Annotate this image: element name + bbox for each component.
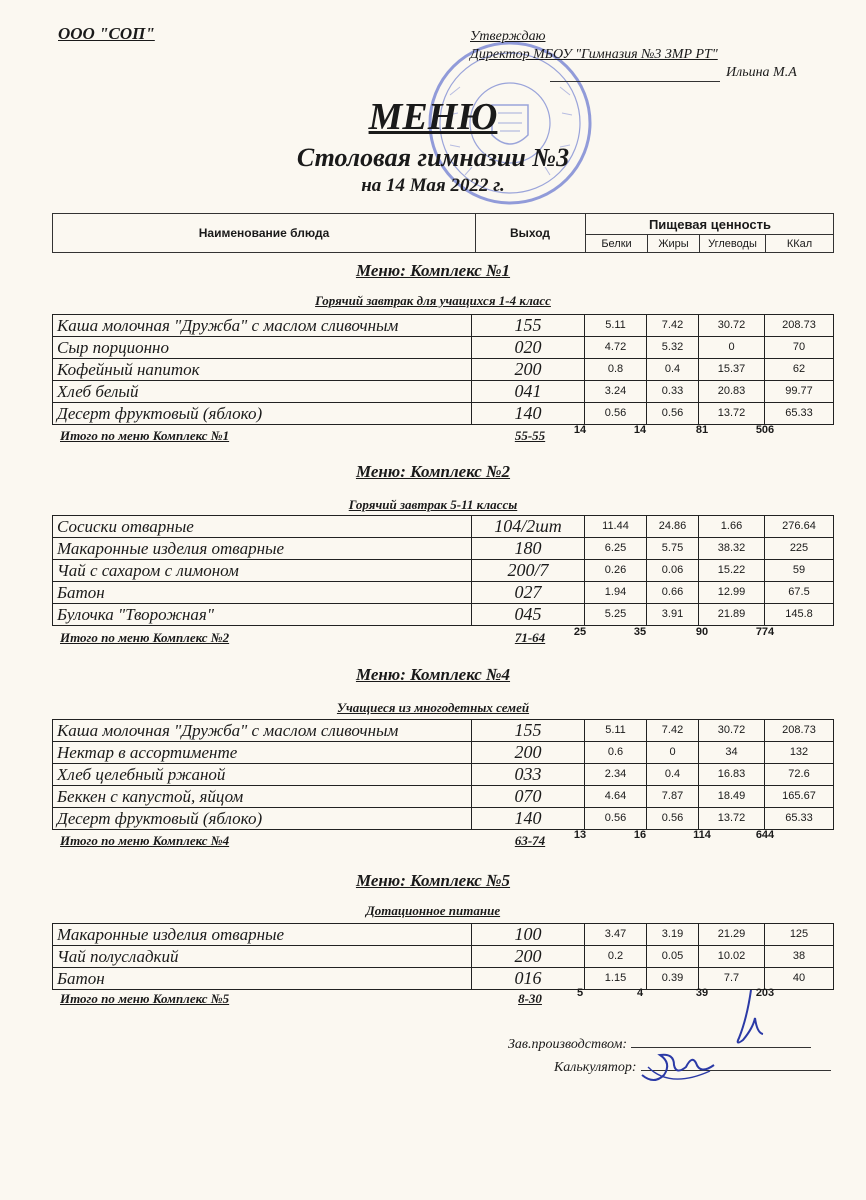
dish-c-value: 12.99 — [699, 582, 765, 603]
dish-row — [52, 582, 834, 604]
dish-row — [52, 808, 834, 830]
dish-name: Каша молочная "Дружба" с маслом сливочным — [57, 721, 399, 740]
total-k-value: 774 — [755, 626, 775, 638]
dish-p-value: 4.72 — [585, 337, 647, 358]
dish-p-value: 0.56 — [585, 403, 647, 424]
dish-table — [52, 515, 834, 626]
col-nutrition-header: Пищевая ценность — [586, 214, 834, 235]
dish-output: 016 — [471, 968, 585, 989]
dish-f-value: 7.87 — [647, 786, 699, 807]
total-row — [52, 987, 834, 1009]
production-label: Зав.производством: — [508, 1037, 628, 1052]
page-title: МЕНЮ — [368, 96, 498, 138]
dish-c-value: 10.02 — [699, 946, 765, 967]
total-f-value: 16 — [633, 829, 647, 841]
section-title: Меню: Комплекс №4 — [355, 665, 511, 684]
organization-name: ООО "СОП" — [58, 24, 155, 43]
total-label: Итого по меню Комплекс №2 — [60, 630, 230, 645]
dish-f-value: 0.4 — [647, 764, 699, 785]
dish-name: Батон — [57, 583, 105, 602]
dish-f-value: 3.19 — [647, 924, 699, 945]
dish-table — [52, 719, 834, 830]
total-f-value: 4 — [636, 987, 644, 999]
dish-output: 045 — [471, 604, 585, 625]
dish-name: Чай с сахаром с лимоном — [57, 561, 239, 580]
dish-c-value: 1.66 — [699, 516, 765, 537]
page-subtitle: Столовая гимназии №3 — [296, 143, 570, 172]
dish-p-value: 11.44 — [585, 516, 647, 537]
dish-output: 104/2шт — [471, 516, 585, 537]
approve-word: Утверждаю — [470, 29, 546, 44]
total-output: 63-74 — [514, 833, 546, 848]
dish-f-value: 7.42 — [647, 720, 699, 741]
dish-output: 100 — [471, 924, 585, 945]
dish-row — [52, 924, 834, 946]
col-kcal-header: ККал — [786, 237, 813, 250]
dish-f-value: 0.56 — [647, 403, 699, 424]
dish-output: 140 — [471, 808, 585, 829]
dish-c-value: 13.72 — [699, 403, 765, 424]
dish-f-value: 24.86 — [647, 516, 699, 537]
handwritten-signature-icon — [725, 988, 775, 1048]
dish-f-value: 0.06 — [647, 560, 699, 581]
dish-k-value: 208.73 — [782, 724, 816, 736]
dish-c-value: 21.89 — [699, 604, 765, 625]
dish-output: 033 — [471, 764, 585, 785]
dish-p-value: 4.64 — [585, 786, 647, 807]
total-output: 55-55 — [514, 428, 546, 443]
dish-c-value: 15.22 — [699, 560, 765, 581]
dish-row — [52, 516, 834, 538]
dish-f-value: 0.33 — [647, 381, 699, 402]
dish-row — [52, 315, 834, 337]
dish-p-value: 1.94 — [585, 582, 647, 603]
dish-output: 200 — [471, 742, 585, 763]
dish-row — [52, 337, 834, 359]
dish-f-value: 3.91 — [647, 604, 699, 625]
total-f-value: 14 — [633, 424, 647, 436]
dish-k-value: 145.8 — [785, 608, 813, 620]
dish-f-value: 0 — [647, 742, 699, 763]
dish-row — [52, 786, 834, 808]
dish-row — [52, 359, 834, 381]
total-c-value: 39 — [695, 987, 709, 999]
total-p-value: 25 — [573, 626, 587, 638]
dish-f-value: 5.75 — [647, 538, 699, 559]
approve-position: Директор МБОУ "Гимназия №3 ЗМР РТ" — [470, 47, 718, 62]
dish-p-value: 3.47 — [585, 924, 647, 945]
dish-table — [52, 923, 834, 990]
dish-p-value: 0.6 — [585, 742, 647, 763]
dish-row — [52, 946, 834, 968]
total-k-value: 506 — [755, 424, 775, 436]
dish-p-value: 5.11 — [585, 315, 647, 336]
dish-c-value: 34 — [699, 742, 765, 763]
dish-k-value: 125 — [789, 928, 809, 940]
dish-name: Беккен с капустой, яйцом — [57, 787, 244, 806]
dish-p-value: 0.56 — [585, 808, 647, 829]
dish-name: Каша молочная "Дружба" с маслом сливочным — [57, 316, 399, 335]
dish-name: Макаронные изделия отварные — [57, 539, 285, 558]
dish-k-value: 65.33 — [785, 812, 813, 824]
dish-row — [52, 560, 834, 582]
dish-name: Кофейный напиток — [57, 360, 200, 379]
dish-k-value: 62 — [792, 363, 806, 375]
dish-row — [52, 764, 834, 786]
dish-k-value: 40 — [792, 972, 806, 984]
total-p-value: 13 — [573, 829, 587, 841]
total-f-value: 35 — [633, 626, 647, 638]
dish-k-value: 165.67 — [782, 790, 816, 802]
dish-name: Батон — [57, 969, 105, 988]
menu-date: на 14 Мая 2022 г. — [361, 175, 505, 196]
dish-table — [52, 314, 834, 425]
section-subtitle: Учащиеся из многодетных семей — [336, 700, 530, 715]
dish-output: 140 — [471, 403, 585, 424]
dish-p-value: 5.11 — [585, 720, 647, 741]
dish-f-value: 0.39 — [647, 968, 699, 989]
dish-name: Хлеб целебный ржаной — [57, 765, 226, 784]
section-title: Меню: Комплекс №5 — [355, 871, 511, 890]
total-c-value: 81 — [695, 424, 709, 436]
dish-f-value: 0.56 — [647, 808, 699, 829]
dish-k-value: 38 — [792, 950, 806, 962]
dish-row — [52, 381, 834, 403]
dish-row — [52, 742, 834, 764]
dish-c-value: 13.72 — [699, 808, 765, 829]
calculator-label: Калькулятор: — [554, 1060, 637, 1075]
dish-c-value: 16.83 — [699, 764, 765, 785]
dish-c-value: 30.72 — [699, 720, 765, 741]
dish-name: Десерт фруктовый (яблоко) — [57, 404, 263, 423]
dish-output: 041 — [471, 381, 585, 402]
dish-f-value: 5.32 — [647, 337, 699, 358]
dish-p-value: 3.24 — [585, 381, 647, 402]
dish-k-value: 67.5 — [788, 586, 810, 598]
dish-f-value: 7.42 — [647, 315, 699, 336]
total-c-value: 114 — [693, 829, 711, 841]
total-p-value: 14 — [573, 424, 587, 436]
dish-k-value: 65.33 — [785, 407, 813, 419]
director-signature-line — [550, 67, 720, 82]
dish-k-value: 99.77 — [785, 385, 813, 397]
dish-name: Булочка "Творожная" — [57, 605, 214, 624]
total-row — [52, 829, 834, 851]
dish-output: 200 — [471, 946, 585, 967]
dish-c-value: 21.29 — [699, 924, 765, 945]
dish-name: Сосиски отварные — [57, 517, 194, 536]
dish-k-value: 132 — [789, 746, 809, 758]
dish-p-value: 6.25 — [585, 538, 647, 559]
total-row — [52, 424, 834, 446]
col-output-header: Выход — [475, 214, 586, 252]
dish-c-value: 7.7 — [699, 968, 765, 989]
column-header-table — [52, 213, 834, 253]
dish-output: 155 — [471, 315, 585, 336]
dish-output: 070 — [471, 786, 585, 807]
dish-k-value: 225 — [789, 542, 809, 554]
dish-name: Сыр порционно — [57, 338, 169, 357]
dish-output: 027 — [471, 582, 585, 603]
col-name-header: Наименование блюда — [53, 214, 476, 252]
dish-name: Нектар в ассортименте — [57, 743, 238, 762]
approval-block — [470, 28, 797, 82]
dish-row — [52, 403, 834, 425]
dish-name: Чай полусладкий — [57, 947, 179, 966]
dish-output: 155 — [471, 720, 585, 741]
dish-f-value: 0.66 — [647, 582, 699, 603]
dish-output: 200/7 — [471, 560, 585, 581]
dish-row — [52, 720, 834, 742]
dish-c-value: 15.37 — [699, 359, 765, 380]
dish-k-value: 59 — [792, 564, 806, 576]
dish-c-value: 18.49 — [699, 786, 765, 807]
dish-row — [52, 604, 834, 626]
dish-k-value: 208.73 — [782, 319, 816, 331]
total-label: Итого по меню Комплекс №1 — [60, 428, 230, 443]
handwritten-signature-icon — [640, 1045, 720, 1090]
dish-k-value: 276.64 — [782, 520, 816, 532]
dish-p-value: 5.25 — [585, 604, 647, 625]
total-label: Итого по меню Комплекс №4 — [60, 833, 230, 848]
section-subtitle: Дотационное питание — [365, 903, 501, 918]
dish-output: 020 — [471, 337, 585, 358]
total-output: 8-30 — [518, 991, 542, 1006]
dish-p-value: 0.2 — [585, 946, 647, 967]
dish-c-value: 0 — [699, 337, 765, 358]
approve-name: Ильина М.А — [726, 65, 797, 80]
col-fat-header: Жиры — [648, 235, 700, 252]
col-protein-header: Белки — [586, 235, 648, 252]
section-title: Меню: Комплекс №2 — [355, 462, 511, 481]
dish-name: Десерт фруктовый (яблоко) — [57, 809, 263, 828]
dish-c-value: 30.72 — [699, 315, 765, 336]
dish-c-value: 38.32 — [699, 538, 765, 559]
dish-name: Макаронные изделия отварные — [57, 925, 285, 944]
dish-c-value: 20.83 — [699, 381, 765, 402]
dish-output: 180 — [471, 538, 585, 559]
section-title: Меню: Комплекс №1 — [355, 261, 511, 280]
dish-p-value: 2.34 — [585, 764, 647, 785]
dish-k-value: 70 — [792, 341, 806, 353]
total-label: Итого по меню Комплекс №5 — [60, 991, 230, 1006]
total-k-value: 203 — [755, 987, 775, 999]
dish-row — [52, 538, 834, 560]
dish-f-value: 0.05 — [647, 946, 699, 967]
dish-p-value: 0.8 — [585, 359, 647, 380]
dish-output: 200 — [471, 359, 585, 380]
dish-name: Хлеб белый — [57, 382, 139, 401]
section-subtitle: Горячий завтрак 5-11 классы — [348, 497, 518, 512]
dish-f-value: 0.4 — [647, 359, 699, 380]
total-output: 71-64 — [514, 630, 546, 645]
total-c-value: 90 — [695, 626, 709, 638]
dish-p-value: 1.15 — [585, 968, 647, 989]
dish-p-value: 0.26 — [585, 560, 647, 581]
col-carbs-header: Углеводы — [700, 235, 766, 252]
total-p-value: 5 — [576, 987, 584, 999]
section-subtitle: Горячий завтрак для учащихся 1-4 класс — [315, 293, 551, 308]
dish-k-value: 72.6 — [788, 768, 810, 780]
total-k-value: 644 — [755, 829, 775, 841]
total-row — [52, 626, 834, 648]
